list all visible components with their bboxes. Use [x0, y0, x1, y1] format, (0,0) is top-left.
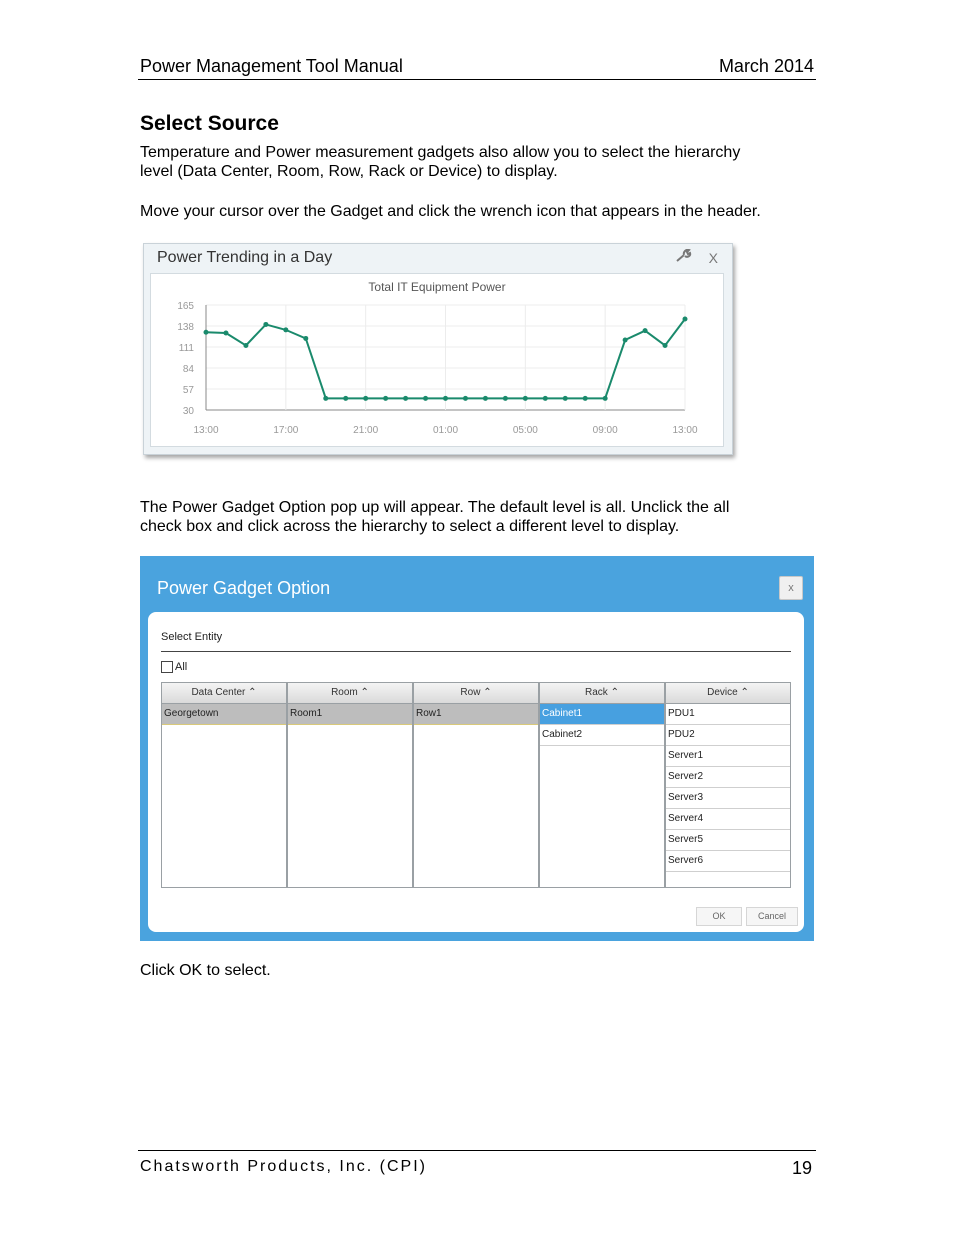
- data-point: [583, 396, 588, 401]
- list-item[interactable]: Room1: [288, 704, 412, 725]
- list-item[interactable]: Server3: [666, 788, 790, 809]
- data-point: [403, 396, 408, 401]
- data-point: [204, 330, 209, 335]
- y-tick-label: 30: [182, 406, 194, 417]
- column-header-label: Data Center: [191, 687, 246, 698]
- all-checkbox[interactable]: [161, 661, 173, 673]
- data-point: [543, 396, 548, 401]
- document-title: Power Management Tool Manual: [140, 56, 403, 76]
- y-tick-label: 111: [178, 343, 194, 354]
- document-date: March 2014: [718, 56, 814, 76]
- data-point: [483, 396, 488, 401]
- row-column: [413, 682, 539, 888]
- power-chart: [151, 274, 723, 446]
- column-header-row[interactable]: [414, 683, 538, 704]
- chevron-up-icon: ⌃: [248, 687, 257, 698]
- data-point: [523, 396, 528, 401]
- x-tick-label: 05:00: [512, 425, 538, 436]
- footer-company: Chatsworth Products, Inc. (CPI): [140, 1158, 427, 1175]
- device-column: [665, 682, 791, 888]
- intro-line-1: Temperature and Power measurement gadgets also allow you to select the hierarchy: [140, 144, 741, 161]
- x-tick-label: 01:00: [432, 425, 459, 436]
- list-item[interactable]: Server4: [666, 809, 790, 830]
- wrench-icon[interactable]: [675, 250, 697, 266]
- chart-panel: [150, 273, 724, 447]
- data-center-column: [161, 682, 287, 888]
- chevron-up-icon: ⌃: [360, 687, 369, 698]
- y-tick-label: 57: [182, 385, 194, 396]
- y-tick-label: 84: [182, 364, 194, 375]
- dialog-title: Power Gadget Option: [157, 578, 331, 598]
- list-item[interactable]: Cabinet2: [540, 725, 664, 746]
- intro-line-2: level (Data Center, Room, Row, Rack or Device) to display.: [140, 163, 558, 180]
- data-point: [223, 331, 228, 336]
- popup-line-1: The Power Gadget Option pop up will appear. The default level is all. Unclick the all: [140, 499, 730, 516]
- room-column: [287, 682, 413, 888]
- rack-column: [539, 682, 665, 888]
- y-tick-label: 165: [177, 301, 194, 312]
- gadget-header-icons: [663, 249, 718, 266]
- intro-paragraph: [140, 143, 820, 181]
- list-item[interactable]: PDU1: [666, 704, 790, 725]
- y-tick-label: 138: [177, 322, 194, 333]
- data-point: [503, 396, 508, 401]
- wrench-instruction: Move your cursor over the Gadget and click the wrench icon that appears in the header.: [140, 203, 761, 220]
- ok-button[interactable]: OK: [696, 907, 742, 926]
- page-number: 19: [791, 1158, 812, 1178]
- chevron-up-icon: ⌃: [483, 687, 492, 698]
- list-item[interactable]: PDU2: [666, 725, 790, 746]
- x-tick-label: 13:00: [672, 425, 698, 436]
- chevron-up-icon: ⌃: [740, 687, 749, 698]
- list-item[interactable]: Server1: [666, 746, 790, 767]
- data-point: [323, 396, 328, 401]
- column-header-label: Rack: [585, 687, 608, 698]
- power-trending-gadget: [143, 243, 733, 455]
- data-point: [303, 336, 308, 341]
- data-point: [283, 327, 288, 332]
- gadget-close-icon[interactable]: X: [708, 250, 718, 266]
- cancel-button[interactable]: Cancel: [746, 907, 798, 926]
- data-point: [363, 396, 368, 401]
- x-tick-label: 21:00: [353, 425, 379, 436]
- data-point: [463, 396, 468, 401]
- gadget-title: Power Trending in a Day: [157, 249, 333, 266]
- data-point: [423, 396, 428, 401]
- list-item[interactable]: Server2: [666, 767, 790, 788]
- x-tick-label: 09:00: [592, 425, 618, 436]
- all-checkbox-row[interactable]: [161, 661, 187, 673]
- column-header-label: Device: [707, 687, 738, 698]
- data-point: [603, 396, 608, 401]
- data-point: [663, 343, 668, 348]
- chart-title: Total IT Equipment Power: [368, 280, 506, 294]
- data-point: [623, 338, 628, 343]
- column-header-room[interactable]: [288, 683, 412, 704]
- data-point: [263, 322, 268, 327]
- data-point: [643, 328, 648, 333]
- column-header-label: Room: [331, 687, 358, 698]
- column-header-label: Row: [460, 687, 481, 698]
- list-item[interactable]: Server5: [666, 830, 790, 851]
- popup-paragraph: [140, 498, 820, 536]
- closing-instruction: Click OK to select.: [140, 962, 271, 979]
- data-point: [343, 396, 348, 401]
- column-header-device[interactable]: [666, 683, 790, 704]
- x-tick-label: 13:00: [193, 425, 219, 436]
- data-point: [383, 396, 388, 401]
- header-divider: [138, 79, 816, 80]
- dialog-close-button[interactable]: x: [779, 576, 803, 600]
- list-item[interactable]: Cabinet1: [540, 704, 664, 725]
- column-header-data-center[interactable]: [162, 683, 286, 704]
- footer-divider: [138, 1150, 816, 1151]
- all-label: All: [175, 661, 188, 673]
- select-entity-label: Select Entity: [161, 631, 223, 643]
- power-gadget-option-dialog: [140, 556, 814, 941]
- section-heading: Select Source: [140, 112, 279, 135]
- x-tick-label: 17:00: [273, 425, 299, 436]
- data-point: [683, 317, 688, 322]
- data-point: [443, 396, 448, 401]
- data-point: [563, 396, 568, 401]
- list-item[interactable]: Server6: [666, 851, 790, 872]
- list-item[interactable]: Row1: [414, 704, 538, 725]
- popup-line-2: check box and click across the hierarchy to select a different level to display.: [140, 518, 680, 535]
- dialog-body: [148, 612, 804, 932]
- data-point: [243, 343, 248, 348]
- chevron-up-icon: ⌃: [610, 687, 619, 698]
- column-header-rack[interactable]: [540, 683, 664, 704]
- list-item[interactable]: Georgetown: [162, 704, 286, 725]
- select-entity-divider: [161, 651, 791, 652]
